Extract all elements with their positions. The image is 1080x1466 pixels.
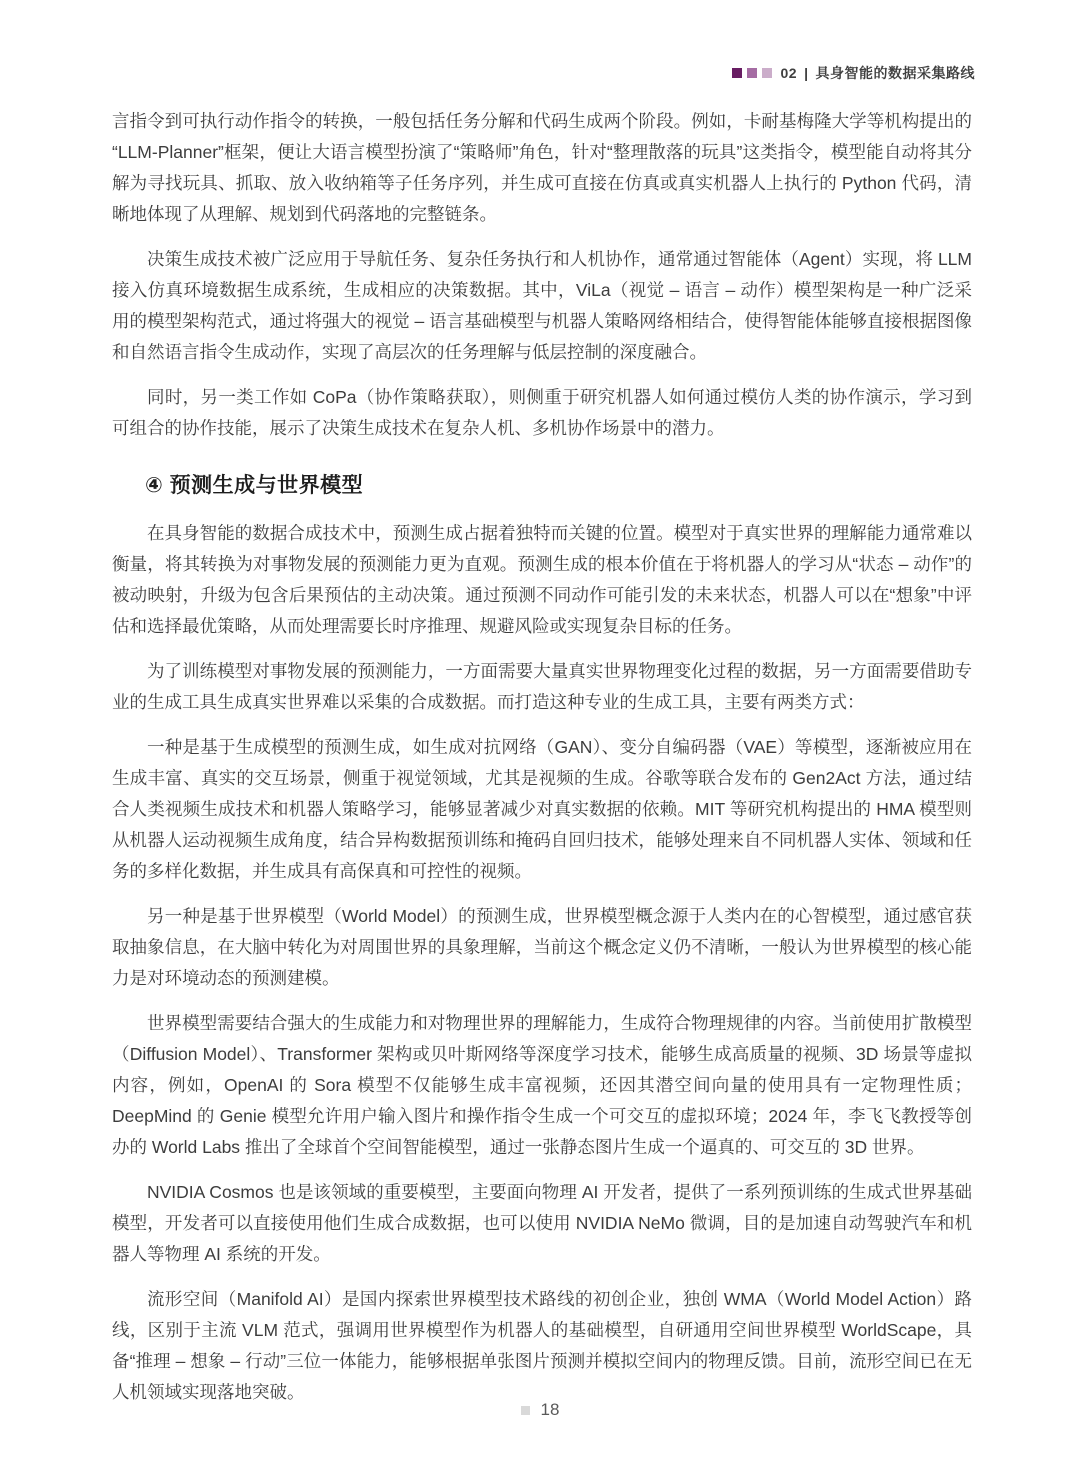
square-icon <box>747 68 757 78</box>
header-title: 具身智能的数据采集路线 <box>815 65 975 81</box>
paragraph: 言指令到可执行动作指令的转换，一般包括任务分解和代码生成两个阶段。例如，卡耐基梅隆大学等机构提出的“LLM-Planner”框架，便让大语言模型扮演了“策略师”角色，针对“整理散落的玩具”这类指令，模型能自动将其分解为寻找玩具、抓取、放入收纳箱等子任务序列，并生成可直接在仿真或真实机器人上执行的 Python 代码，清晰地体现了从理解、规划到代码落地的完整链条。 <box>112 111 972 224</box>
header-caption <box>781 63 976 83</box>
paragraph: 另一种是基于世界模型（World Model）的预测生成，世界模型概念源于人类内在的心智模型，通过感官获取抽象信息，在大脑中转化为对周围世界的具象理解，当前这个概念定义仍不清晰，一般认为世界模型的核心能力是对环境动态的预测建模。 <box>112 906 972 988</box>
header-section-number: 02 <box>780 65 798 81</box>
page-number: 18 <box>540 1400 560 1419</box>
paragraph: 一种是基于生成模型的预测生成，如生成对抗网络（GAN）、变分自编码器（VAE）等模型，逐渐被应用在生成丰富、真实的交互场景，侧重于视觉领域，尤其是视频的生成。谷歌等联合发布的 Gen2Act 方法，通过结合人类视频生成技术和机器人策略学习，能够显著减少对真实数据的依赖。MIT 等研究机构提出的 HMA 模型则从机器人运动视频生成角度，结合异构数据预训练和掩码自回归技术，能够处理来自不同机器人实体、领域和任务的多样化数据，并生成具有高保真和可控性的视频。 <box>112 737 972 881</box>
paragraph: 为了训练模型对事物发展的预测能力，一方面需要大量真实世界物理变化过程的数据，另一方面需要借助专业的生成工具生成真实世界难以采集的合成数据。而打造这种专业的生成工具，主要有两类方式： <box>112 661 972 712</box>
header-decoration-squares <box>732 68 772 78</box>
header-separator: | <box>804 65 809 81</box>
page-footer <box>0 1400 1080 1420</box>
square-icon <box>762 68 772 78</box>
paragraph: 流形空间（Manifold AI）是国内探索世界模型技术路线的初创企业，独创 WMA（World Model Action）路线，区别于主流 VLM 范式，强调用世界模型作为机器人的基础模型，自研通用空间世界模型 WorldScape，具备“推理 – 想象 – 行动”三位一体能力，能够根据单张图片预测并模拟空间内的物理反馈。目前，流形空间已在无人机领域实现落地突破。 <box>112 1289 972 1402</box>
paragraph: 同时，另一类工作如 CoPa（协作策略获取），则侧重于研究机器人如何通过模仿人类的协作演示，学习到可组合的协作技能，展示了决策生成技术在复杂人机、多机协作场景中的潜力。 <box>112 387 972 438</box>
paragraph: 在具身智能的数据合成技术中，预测生成占据着独特而关键的位置。模型对于真实世界的理解能力通常难以衡量，将其转换为对事物发展的预测能力更为直观。预测生成的根本价值在于将机器人的学习从“状态 – 动作”的被动映射，升级为包含后果预估的主动决策。通过预测不同动作可能引发的未来状态，机器人可以在“想象”中评估和选择最优策略，从而处理需要长时序推理、规避风险或实现复杂目标的任务。 <box>112 523 972 636</box>
paragraph: 决策生成技术被广泛应用于导航任务、复杂任务执行和人机协作，通常通过智能体（Agent）实现，将 LLM 接入仿真环境数据生成系统，生成相应的决策数据。其中，ViLa（视觉 – 语言 – 动作）模型架构是一种广泛采用的模型架构范式，通过将强大的视觉 – 语言基础模型与机器人策略网络相结合，使得智能体能够直接根据图像和自然语言指令生成动作，实现了高层次的任务理解与低层控制的深度融合。 <box>112 249 972 362</box>
square-icon <box>521 1406 530 1415</box>
page-header <box>732 63 976 83</box>
paragraph: 世界模型需要结合强大的生成能力和对物理世界的理解能力，生成符合物理规律的内容。当前使用扩散模型（Diffusion Model）、Transformer 架构或贝叶斯网络等深度学习技术，能够生成高质量的视频、3D 场景等虚拟内容，例如，OpenAI 的 Sora 模型不仅能够生成丰富视频，还因其潜空间向量的使用具有一定物理性质；DeepMind 的 Genie 模型允许用户输入图片和操作指令生成一个可交互的虚拟环境；2024 年，李飞飞教授等创办的 World Labs 推出了全球首个空间智能模型，通过一张静态图片生成一个逼真的、可交互的 3D 世界。 <box>112 1013 972 1157</box>
document-content <box>112 106 972 1422</box>
section-heading: ④ 预测生成与世界模型 <box>145 474 364 497</box>
square-icon <box>732 68 742 78</box>
paragraph: NVIDIA Cosmos 也是该领域的重要模型，主要面向物理 AI 开发者，提供了一系列预训练的生成式世界基础模型，开发者可以直接使用他们生成合成数据，也可以使用 NVIDIA NeMo 微调，目的是加速自动驾驶汽车和机器人等物理 AI 系统的开发。 <box>112 1182 972 1264</box>
